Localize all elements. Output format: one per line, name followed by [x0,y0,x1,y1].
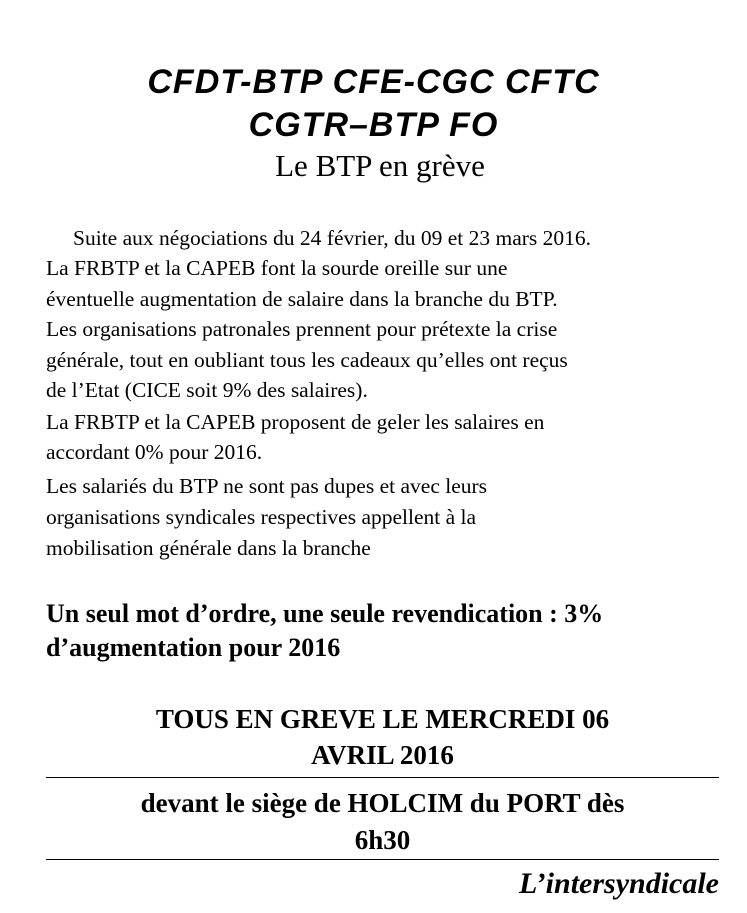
signature: L’intersyndicale [519,867,719,900]
unions-line-1: CFDT-BTP CFE-CGC CFTC [147,63,600,101]
body-line-7: La FRBTP et la CAPEB proposent de geler les salaires en [46,410,545,434]
page-subtitle: Le BTP en grève [275,148,485,183]
call-line-1: Un seul mot d’ordre, une seule revendication : 3% [46,599,604,628]
body-line-5: générale, tout en oubliant tous les cadeaux qu’elles ont reçus [46,348,568,372]
body-line-11: mobilisation générale dans la branche [46,536,371,560]
call-line-2: d’augmentation pour 2016 [46,633,341,662]
unions-line-2: CGTR–BTP FO [248,106,499,144]
strike-line-4: 6h30 [354,825,411,855]
body-line-8: accordant 0% pour 2016. [46,440,263,464]
body-line-6: de l’Etat (CICE soit 9% des salaires). [46,378,368,402]
body-line-1: Suite aux négociations du 24 février, du 09 et 23 mars 2016. [73,226,592,250]
strike-line-2: AVRIL 2016 [311,740,454,770]
strike-line-3: devant le siège de HOLCIM du PORT dès [140,788,625,818]
body-line-2: La FRBTP et la CAPEB font la sourde oreille sur une [46,256,508,280]
strike-line-1: TOUS EN GREVE LE MERCREDI 06 [155,704,610,734]
body-line-3: éventuelle augmentation de salaire dans la branche du BTP. [46,287,558,311]
body-line-4: Les organisations patronales prennent pour prétexte la crise [46,317,558,341]
body-line-9: Les salariés du BTP ne sont pas dupes et avec leurs [46,474,488,498]
body-line-10: organisations syndicales respectives appellent à la [46,505,477,529]
divider-rule-1 [46,777,719,778]
divider-rule-2 [46,859,719,860]
